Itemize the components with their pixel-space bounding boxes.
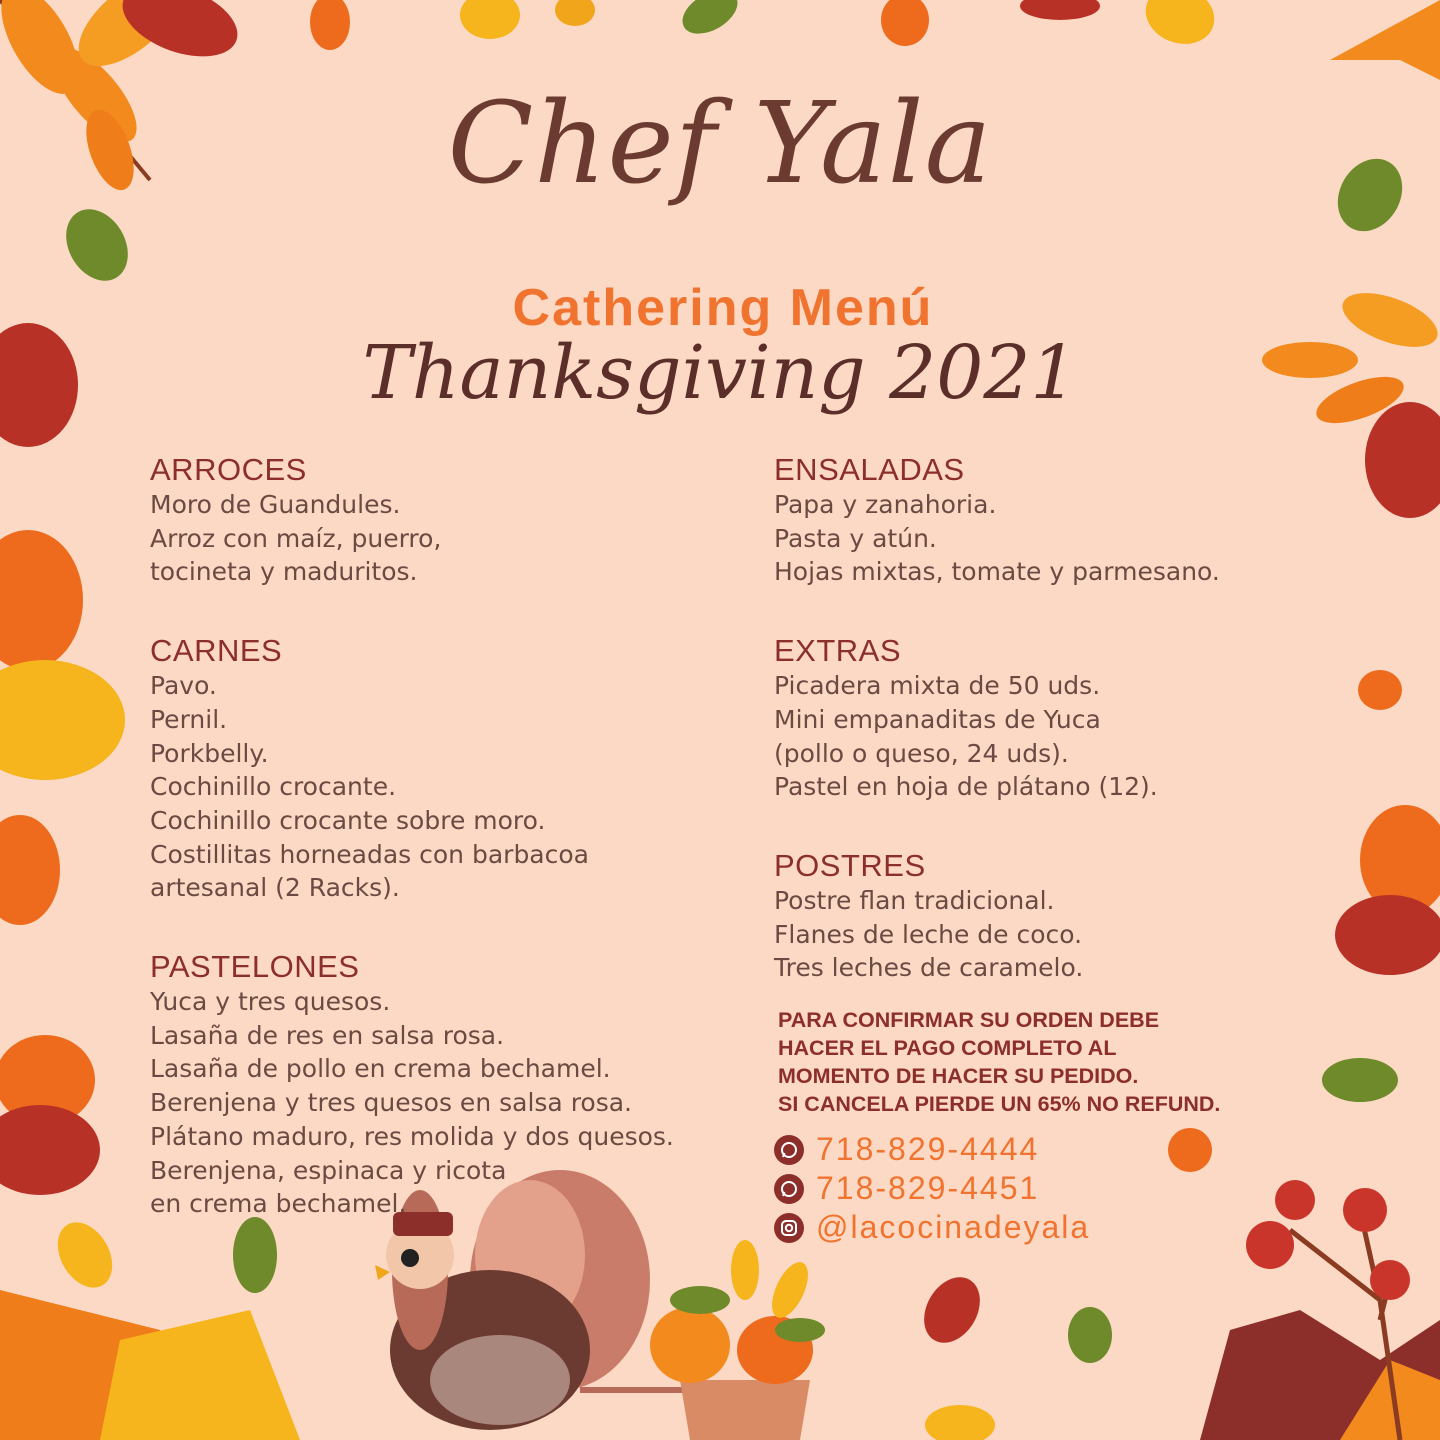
contact-phone-1[interactable] xyxy=(774,1130,1090,1169)
brand-logo-text: Chef Yala xyxy=(447,79,993,209)
menu-item: Moro de Guandules. xyxy=(150,490,401,519)
instagram-icon xyxy=(774,1213,804,1243)
menu-section-carnes xyxy=(150,633,730,905)
menu-section-pastelones xyxy=(150,949,730,1221)
contact-instagram-text: @lacocinadeyala xyxy=(816,1209,1091,1245)
contact-phone-2[interactable] xyxy=(774,1169,1090,1208)
menu-item: Lasaña de res en salsa rosa. xyxy=(150,1020,505,1050)
menu-item: Tres leches de caramelo. xyxy=(774,953,1084,983)
whatsapp-icon xyxy=(774,1135,804,1165)
section-heading: ARROCES xyxy=(150,452,307,487)
menu-item: Pernil. xyxy=(150,704,228,734)
menu-item: Arroz con maíz, puerro, xyxy=(150,523,442,553)
menu-section-ensaladas xyxy=(774,452,1294,589)
section-heading: PASTELONES xyxy=(150,949,360,985)
menu-item: Hojas mixtas, tomate y parmesano. xyxy=(774,557,1220,587)
menu-item: Flanes de leche de coco. xyxy=(774,919,1083,949)
menu-item: artesanal (2 Racks). xyxy=(150,873,400,903)
menu-item: (pollo o queso, 24 uds). xyxy=(774,738,1069,768)
whatsapp-icon xyxy=(774,1174,804,1204)
contact-list xyxy=(774,1130,1090,1247)
menu-item: Lasaña de pollo en crema bechamel. xyxy=(150,1054,611,1084)
notice-line: HACER EL PAGO COMPLETO AL xyxy=(778,1036,1117,1060)
section-heading: POSTRES xyxy=(774,847,926,883)
menu-item: Papa y zanahoria. xyxy=(774,490,997,519)
payment-notice xyxy=(778,1006,1258,1118)
menu-item: Mini empanaditas de Yuca xyxy=(774,704,1101,734)
menu-item: Berenjena y tres quesos en salsa rosa. xyxy=(150,1088,633,1118)
contact-instagram[interactable] xyxy=(774,1208,1090,1247)
menu-subtitle: Cathering Menú xyxy=(512,279,934,337)
menu-section-arroces xyxy=(150,452,730,589)
menu-section-extras xyxy=(774,633,1294,804)
menu-item: Pastel en hoja de plátano (12). xyxy=(774,772,1158,802)
menu-section-postres xyxy=(774,848,1294,985)
contact-phone-text: 718-829-4451 xyxy=(816,1170,1040,1206)
menu-item: Picadera mixta de 50 uds. xyxy=(774,671,1101,701)
menu-item: en crema bechamel. xyxy=(150,1189,407,1219)
menu-item: Costillitas horneadas con barbacoa xyxy=(150,839,589,869)
section-heading: EXTRAS xyxy=(774,633,902,669)
section-heading: CARNES xyxy=(150,633,283,669)
event-title: Thanksgiving 2021 xyxy=(362,330,1078,416)
menu-column-right xyxy=(774,452,1294,1029)
section-heading: ENSALADAS xyxy=(774,452,965,487)
menu-item: tocineta y maduritos. xyxy=(150,557,418,587)
menu-item: Porkbelly. xyxy=(150,738,269,768)
menu-item: Postre flan tradicional. xyxy=(774,885,1055,915)
contact-phone-text: 718-829-4444 xyxy=(816,1131,1040,1167)
menu-item: Yuca y tres quesos. xyxy=(150,987,391,1017)
menu-item: Berenjena, espinaca y ricota xyxy=(150,1155,507,1185)
menu-column-left xyxy=(150,452,730,1265)
menu-item: Pasta y atún. xyxy=(774,523,937,553)
notice-line: MOMENTO DE HACER SU PEDIDO. xyxy=(778,1064,1139,1088)
notice-line: SI CANCELA PIERDE UN 65% NO REFUND. xyxy=(778,1092,1221,1116)
notice-line: PARA CONFIRMAR SU ORDEN DEBE xyxy=(778,1008,1160,1032)
menu-item: Plátano maduro, res molida y dos quesos. xyxy=(150,1121,674,1151)
menu-item: Pavo. xyxy=(150,671,217,701)
menu-item: Cochinillo crocante sobre moro. xyxy=(150,805,546,835)
menu-item: Cochinillo crocante. xyxy=(150,772,397,802)
